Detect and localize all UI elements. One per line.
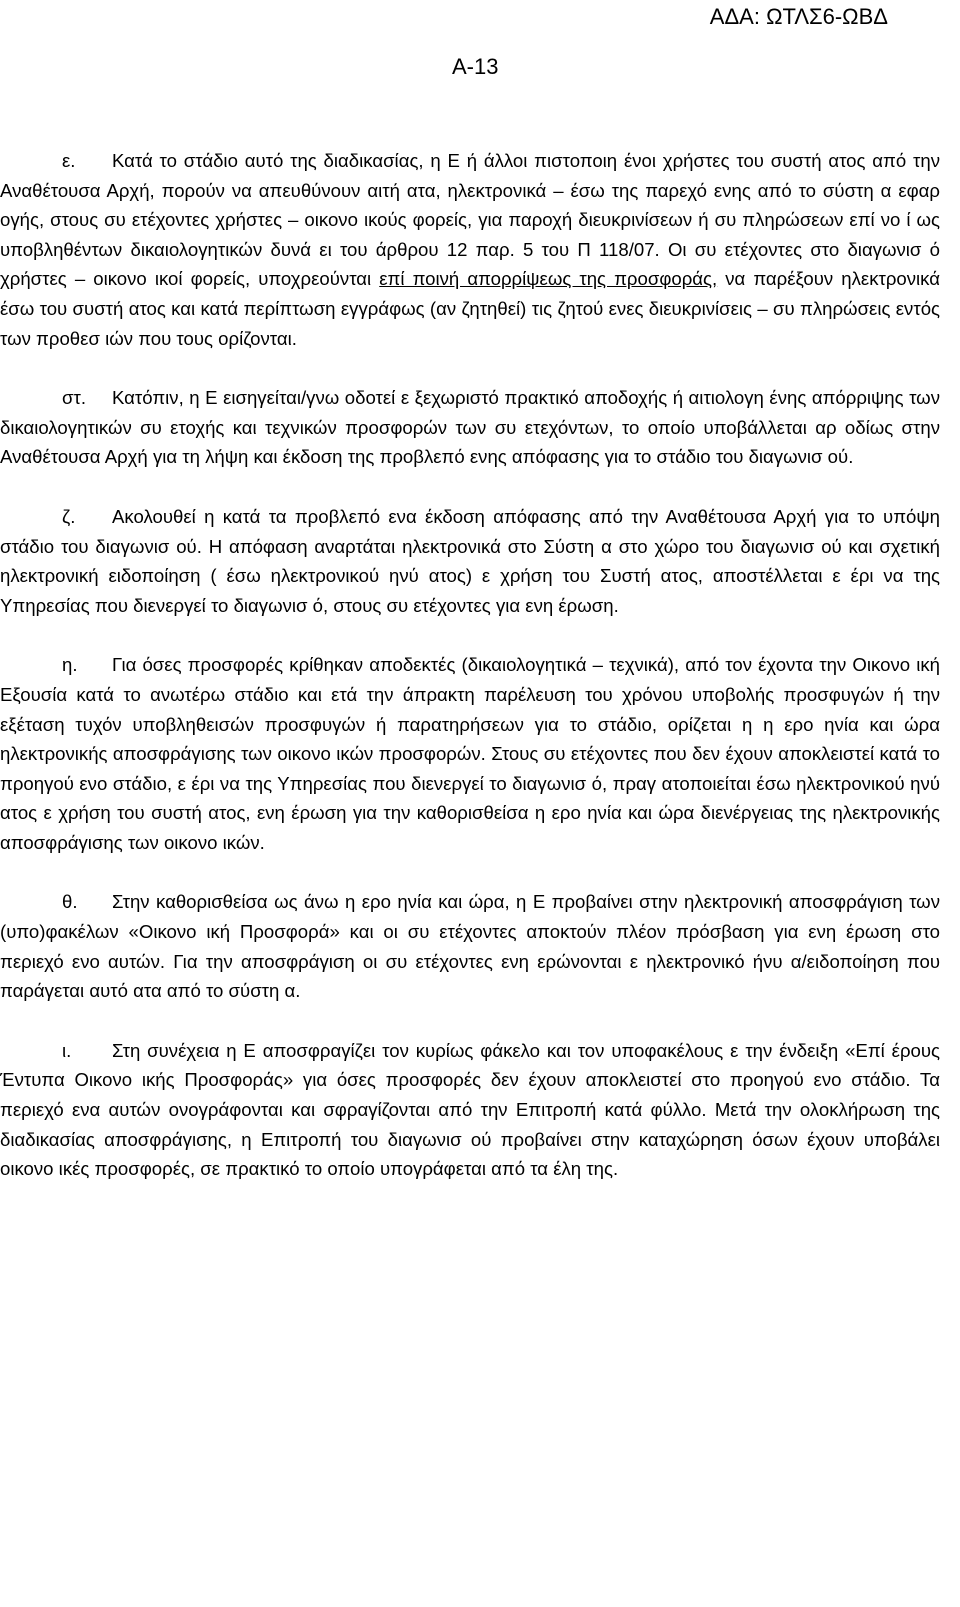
paragraph-text: Ακολουθεί η κατά τα προβλεπό ενα έκδοση απόφασης από την Αναθέτουσα Αρχή για το υπόψη στάδιο του διαγωνισ ού. Η απόφαση αναρτάται ηλεκτρονικά στο Σύστη α στο χώρο του διαγωνισ ού και σχετική ηλεκτρονική ειδοποίηση ( έσω ηλεκτρονικού ηνύ ατος) ε χρήση του Συστή ατος, αποστέλλεται ε έρι να της Υπηρεσίας που διενεργεί το διαγωνισ ό, στους συ ετέχοντες για ενη έρωση. xyxy=(0,505,940,616)
paragraph-marker: ι. xyxy=(62,1039,72,1061)
paragraph-text: Για όσες προσφορές κρίθηκαν αποδεκτές (δικαιολογητικά – τεχνικά), από τον έχοντα την Οικονο ική Εξουσία κατά το ανωτέρω στάδιο και ετά την άπρακτη παρέλευση του χρόνου υποβολής προσφυγών ή την εξέταση τυχόν υποβληθεισών προσφυγών ή παρατηρήσεων για το στάδιο, ορίζεται η η ερο ηνία και ώρα ηλεκτρονικής αποσφράγισης των οικονο ικών προσφορών. Στους συ ετέχοντες που δεν έχουν αποκλειστεί κατά το προηγού ενο στάδιο, ε έρι να της Υπηρεσίας που διενεργεί το διαγωνισ ό, πραγ ατοποιείται έσω ηλεκτρονικού ηνύ ατος ε χρήση του συστή ατος, ενη έρωση για την καθορισθείσα η ερο ηνία και ώρα διενέργειας της ηλεκτρονικής αποσφράγισης των οικονο ικών. xyxy=(0,654,940,853)
paragraph-marker: στ. xyxy=(62,387,86,409)
paragraph-marker: ε. xyxy=(62,150,76,171)
paragraph-e xyxy=(0,146,940,353)
paragraph-text: Κατόπιν, η Ε εισηγείται/γνω οδοτεί ε ξεχωριστό πρακτικό αποδοχής ή αιτιολογη ένης απόρριψης των δικαιολογητικών συ ετοχής και τεχνικών προσφορών των συ ετεχόντων, το οποίο υποβάλλεται αρ οδίως στην Αναθέτουσα Αρχή για τη λήψη και έκδοση της προβλεπό ενης απόφασης για το στάδιο του διαγωνισ ού. xyxy=(0,387,940,468)
paragraph-marker: η. xyxy=(62,654,78,676)
paragraph-i xyxy=(0,650,940,857)
paragraph-text: Κατά το στάδιο αυτό της διαδικασίας, η Ε ή άλλοι πιστοποιη ένοι χρήστες του συστή ατος από την Αναθέτουσα Αρχή, πορούν να απευθύνουν αιτή ατα, ηλεκτρονικά – έσω της παρεχό ενης από το σύστη α εφαρ ογής, στους συ ετέχοντες χρήστες – οικονο ικούς φορείς, για παροχή διευκρινίσεων ή συ πληρώσεων επί νο ί ως υποβληθέντων δικαιολογητικών δυνά ει του άρθρου 12 παρ. 5 του Π 118/07. Οι συ ετέχοντες στο διαγωνισ ό χρήστες – οικονο ικοί φορείς, υποχρεούνται xyxy=(0,150,940,290)
paragraph-text: Στη συνέχεια η Ε αποσφραγίζει τον κυρίως φάκελο και τον υποφακέλους ε την ένδειξη «Επί έρους Έντυπα Οικονο ικής Προσφοράς» για όσες προσφορές δεν έχουν αποκλειστεί στο προηγού ενο στάδιο. Τα περιεχό ενα αυτών ονογράφονται και σφραγίζονται από την Επιτροπή κατά φύλλο. Μετά την ολοκλήρωση της διαδικασίας αποσφράγισης, η Επιτροπή του διαγωνισ ού προβαίνει στην καταχώρηση όσων έχουν υποβάλει οικονο ικές προσφορές, σε πρακτικό το οποίο υπογράφεται από τα έλη της. xyxy=(0,1039,940,1180)
paragraph-z xyxy=(0,502,940,620)
paragraph-th xyxy=(0,887,940,1005)
ada-code: ΑΔΑ: ΩΤΛΣ6-ΩΒΔ xyxy=(709,4,888,29)
paragraph-iota xyxy=(0,1036,940,1184)
paragraph-text: Στην καθορισθείσα ως άνω η ερο ηνία και ώρα, η Ε προβαίνει στην ηλεκτρονική αποσφράγιση των (υπο)φακέλων «Οικονο ική Προσφορά» και οι συ ετέχοντες αποκτούν πλέον πρόσβαση για ενη έρωση στο περιεχό ενο αυτών. Για την αποσφράγιση οι συ ετέχοντες ενη ερώνονται ε ηλεκτρονικό ήνυ α/ειδοποίηση που παράγεται αυτό ατα από το σύστη α. xyxy=(0,891,940,1002)
paragraph-marker: ζ. xyxy=(62,505,76,527)
document-body xyxy=(0,146,940,1214)
paragraph-text-continued: να παρέξουν ηλεκτρονικά έσω του συστή ατος και κατά περίπτωση εγγράφως (αν ζητηθεί) τις ζητού ενες διευκρινίσεις – συ πληρώσεις εντός των προθεσ ιών που τους ορίζονται. xyxy=(0,268,940,349)
underlined-phrase: επί ποινή απορρίψεως της προσφοράς, xyxy=(379,268,718,290)
paragraph-marker: θ. xyxy=(62,891,78,913)
page-number: Α-13 xyxy=(452,54,499,79)
paragraph-st xyxy=(0,383,940,472)
